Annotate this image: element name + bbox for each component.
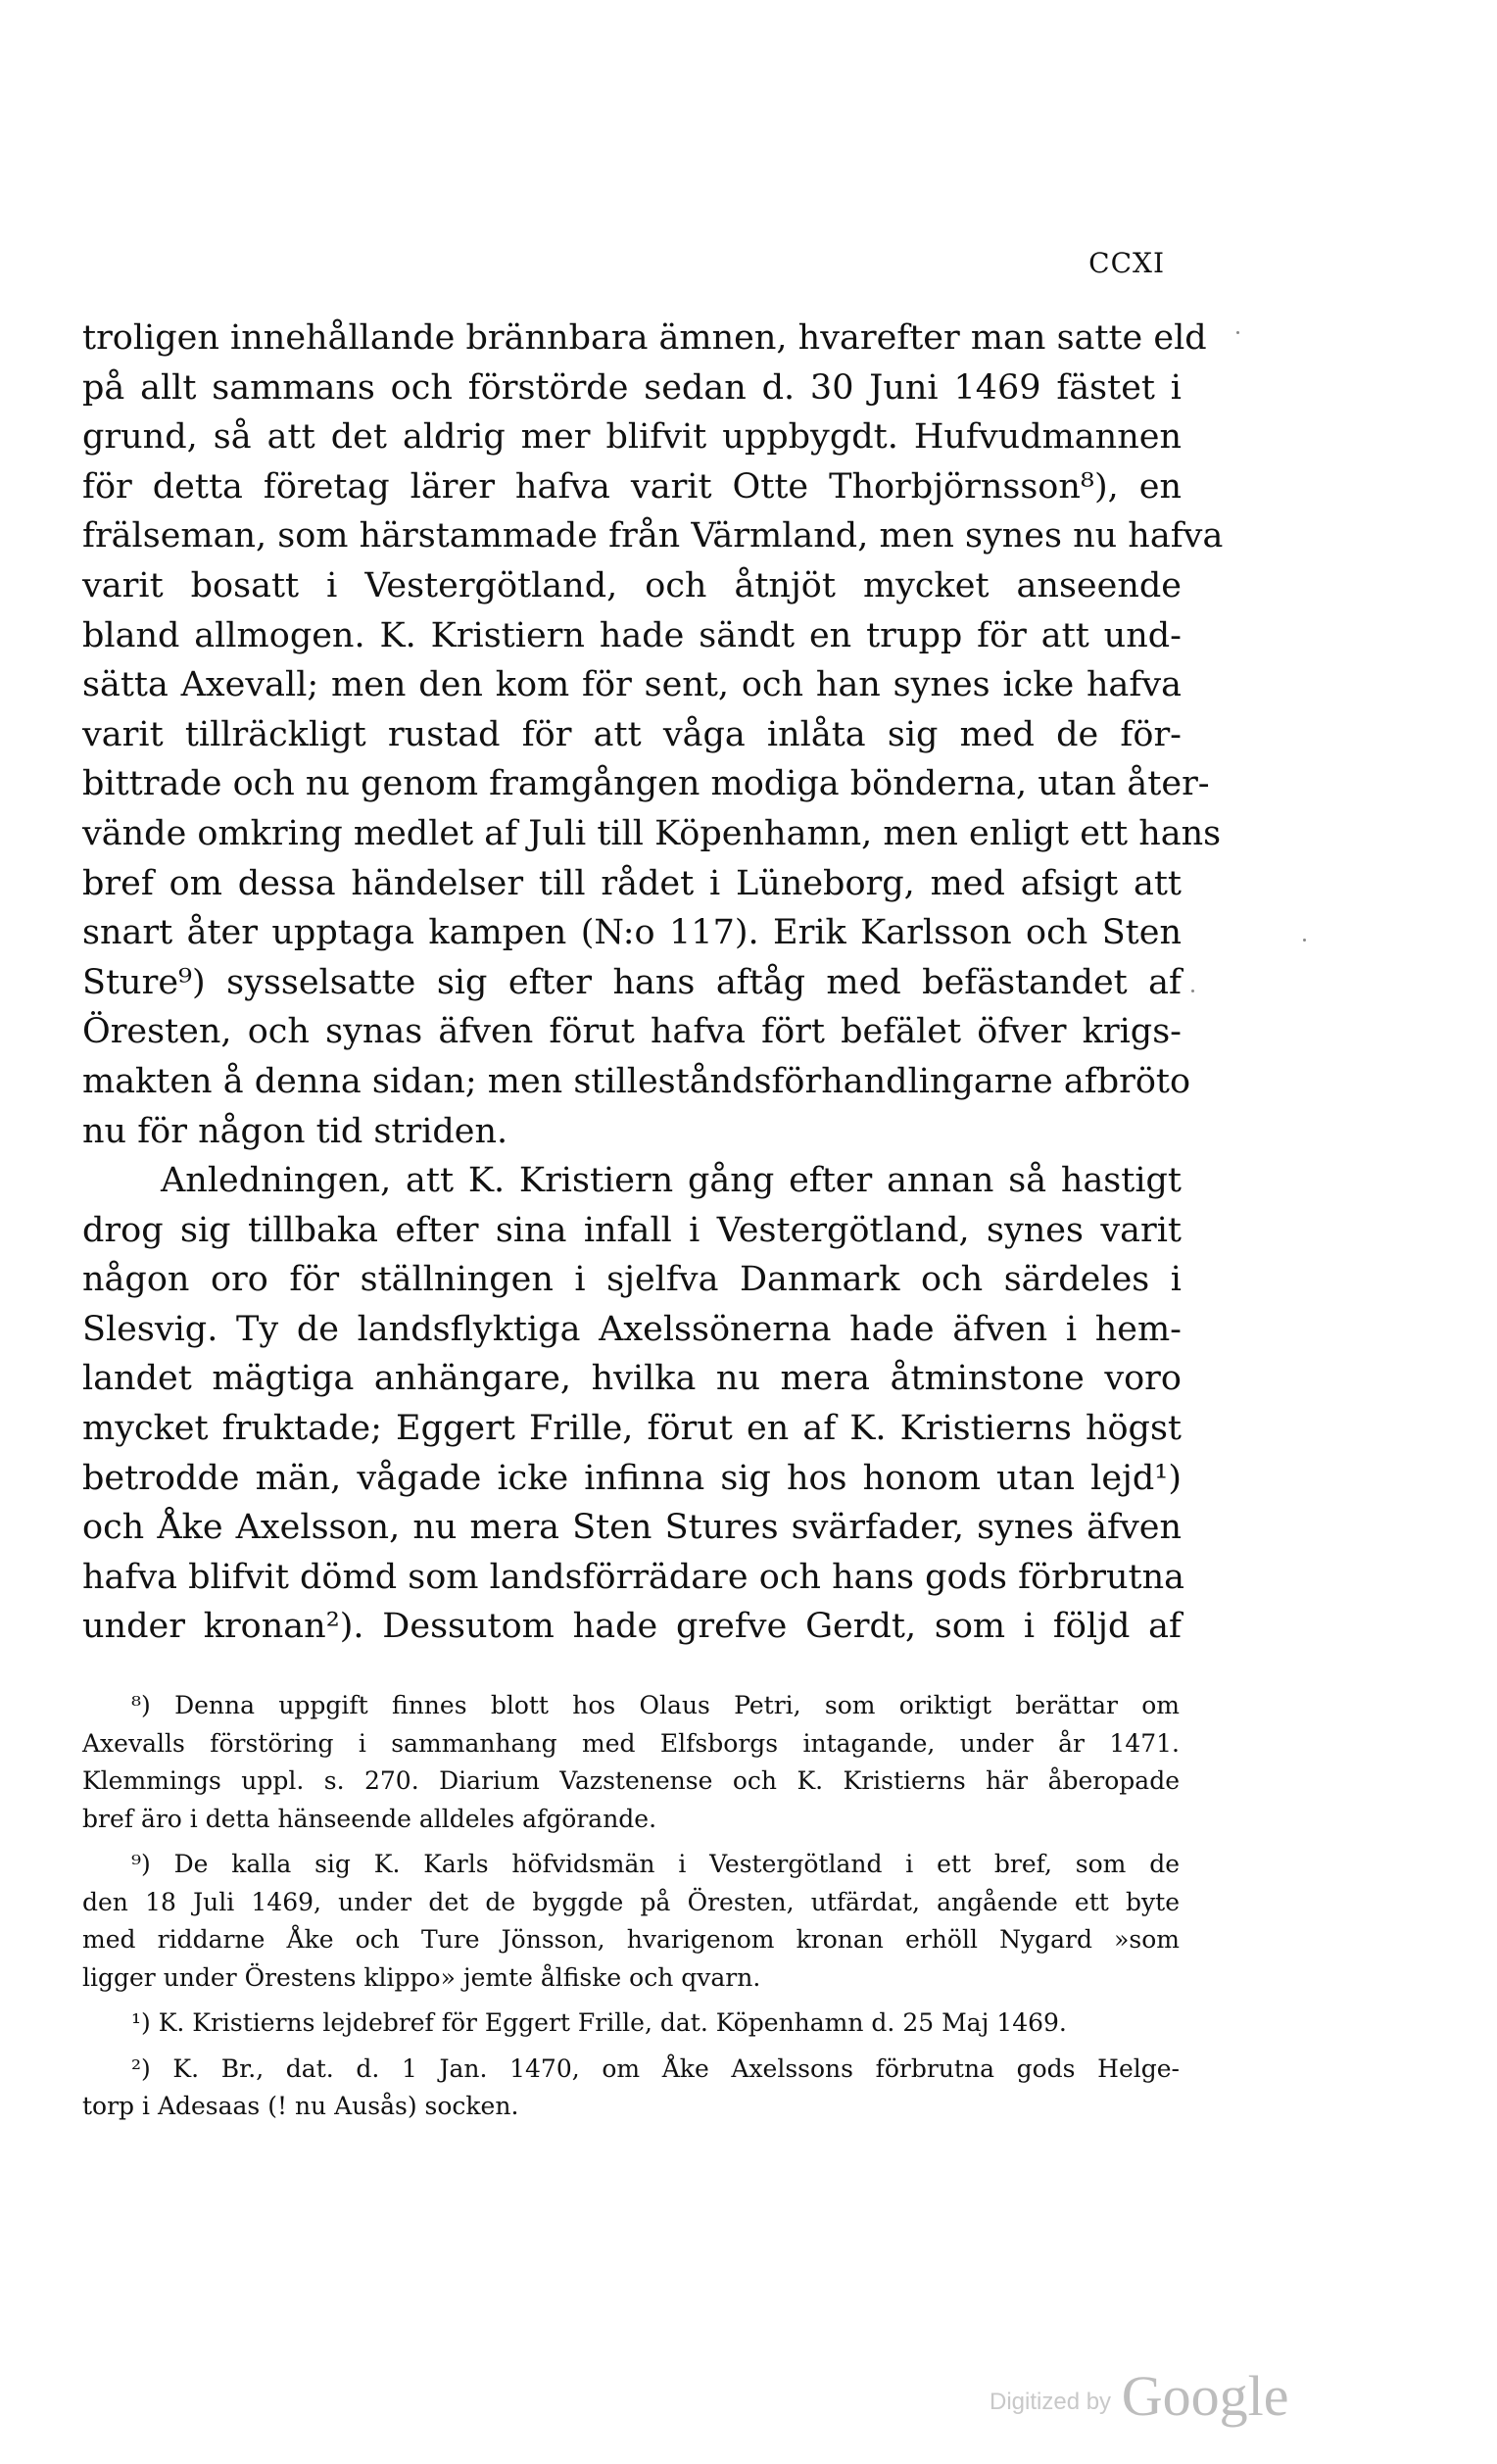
footnote-line: bref äro i detta hänseende alldeles afgörande. (82, 1804, 657, 1833)
text-line: på allt sammans och förstörde sedan d. 30 Juni 1469 fästet i (82, 367, 1182, 408)
text-line: sätta Axevall; men den kom för sent, och han synes icke hafva (82, 665, 1182, 705)
text-line: mycket fruktade; Eggert Frille, förut en af K. Kristierns högst (82, 1409, 1182, 1449)
text-line: Anledningen, att K. Kristiern gång efter annan så hastigt (161, 1161, 1182, 1201)
footnote-line: ⁸) Denna uppgift finnes blott hos Olaus Petri, som oriktigt berättar om (131, 1691, 1180, 1719)
text-line: frälseman, som härstammade från Värmland, men synes nu hafva (82, 516, 1224, 556)
footnote-line: ²) K. Br., dat. d. 1 Jan. 1470, om Åke Axelssons förbrutna gods Helge- (131, 2053, 1180, 2083)
scan-speck (1191, 990, 1194, 992)
footnote-line: ⁹) De kalla sig K. Karls höfvidsmän i Vestergötland i ett bref, som de (131, 1850, 1180, 1878)
page-folio: CCXI (1088, 247, 1165, 279)
text-line: varit tillräckligt rustad för att våga inlåta sig med de för- (82, 714, 1182, 754)
text-line: drog sig tillbaka efter sina infall i Vestergötland, synes varit (82, 1210, 1182, 1250)
text-line: under kronan²). Dessutom hade grefve Gerdt, som i följd af (82, 1607, 1182, 1647)
footnote-line: ¹) K. Kristierns lejdebref för Eggert Frille, dat. Köpenhamn d. 25 Maj 1469. (131, 2008, 1067, 2037)
text-line: makten å denna sidan; men stilleståndsförhandlingarne afbröto (82, 1061, 1191, 1101)
scan-speck (1303, 939, 1306, 942)
text-line: Sture⁹) sysselsatte sig efter hans aftåg med befästandet af (82, 962, 1182, 1002)
google-logo: Google (1121, 2364, 1289, 2428)
text-line: varit bosatt i Vestergötland, och åtnjöt mycket anseende (82, 565, 1182, 605)
text-line: bland allmogen. K. Kristiern hade sändt en trupp för att und- (82, 615, 1182, 655)
text-line: nu för någon tid striden. (82, 1111, 508, 1151)
text-line: troligen innehållande brännbara ämnen, hvarefter man satte eld (82, 318, 1207, 358)
text-line: Slesvig. Ty de landsflyktiga Axelssönerna hade äfven i hem- (82, 1309, 1182, 1349)
text-line: bittrade och nu genom framgången modiga bönderna, utan åter- (82, 764, 1210, 804)
text-line: betrodde män, vågade icke infinna sig hos honom utan lejd¹) (82, 1458, 1182, 1498)
text-line: för detta företag lärer hafva varit Otte Thorbjörnsson⁸), en (82, 466, 1182, 507)
footnotes (82, 1687, 1180, 2126)
main-text (82, 314, 1224, 1652)
text-line: snart åter upptaga kampen (N:o 117). Erik Karlsson och Sten (82, 913, 1182, 953)
text-line: vände omkring medlet af Juli till Köpenhamn, men enligt ett hans (82, 813, 1222, 853)
text-line: grund, så att det aldrig mer blifvit uppbygdt. Hufvudmannen (82, 417, 1182, 458)
text-line: bref om dessa händelser till rådet i Lüneborg, med afsigt att (82, 863, 1182, 903)
footnote-line: den 18 Juli 1469, under det de byggde på Öresten, utfärdat, angående ett byte (82, 1887, 1180, 1916)
footnote-line: Axevalls förstöring i sammanhang med Elfsborgs intagande, under år 1471. (82, 1728, 1180, 1758)
footnote-line: torp i Adesaas (! nu Ausås) socken. (82, 2092, 519, 2120)
text-line: och Åke Axelsson, nu mera Sten Stures svärfader, synes äfven (82, 1508, 1182, 1548)
footnote-gap (82, 1997, 1180, 2005)
scan-speck (1236, 331, 1239, 334)
text-line: någon oro för ställningen i sjelfva Danmark och särdeles i (82, 1260, 1182, 1300)
text-line: Öresten, och synas äfven förut hafva fört befälet öfver krigs- (82, 1012, 1182, 1052)
footnote-line: med riddarne Åke och Ture Jönsson, hvarigenom kronan erhöll Nygard »som (82, 1925, 1180, 1954)
watermark-prefix: Digitized by (990, 2389, 1112, 2415)
text-line: landet mägtiga anhängare, hvilka nu mera åtminstone voro (82, 1359, 1182, 1399)
digitized-watermark (990, 2363, 1288, 2429)
footnote-line: ligger under Örestens klippo» jemte ålfiske och qvarn. (82, 1962, 761, 1992)
text-line: hafva blifvit dömd som landsförrädare och hans gods förbrutna (82, 1557, 1184, 1597)
footnote-gap (82, 1838, 1180, 1846)
footnote-line: Klemmings uppl. s. 270. Diarium Vazstenense och K. Kristierns här åberopade (82, 1766, 1180, 1795)
footnote-gap (82, 2043, 1180, 2051)
